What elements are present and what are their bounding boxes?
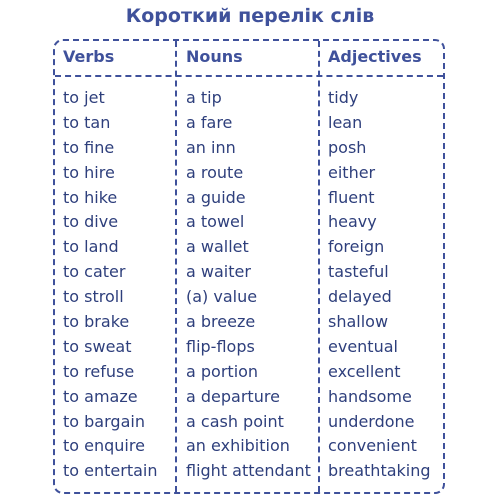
list-item: a towel	[186, 212, 245, 232]
list-item: a departure	[186, 386, 280, 406]
list-item: handsome	[328, 386, 412, 406]
list-item: to hike	[63, 187, 118, 207]
list-item: to sweat	[63, 336, 132, 356]
list-item: to stroll	[63, 287, 124, 307]
list-item: (a) value	[186, 287, 258, 307]
list-item: breathtaking	[328, 461, 431, 481]
header-divider	[55, 75, 443, 77]
list-item: to hire	[63, 162, 115, 182]
column-divider-2	[318, 41, 320, 492]
adjectives-list	[328, 86, 431, 484]
list-item: an inn	[186, 137, 236, 157]
list-item: a cash point	[186, 411, 284, 431]
list-item: a route	[186, 162, 244, 182]
list-item: to dive	[63, 212, 119, 232]
list-item: an exhibition	[186, 436, 290, 456]
list-item: tidy	[328, 88, 359, 107]
list-item: tasteful	[328, 262, 389, 282]
list-item: flip-flops	[186, 336, 255, 356]
list-item: shallow	[328, 312, 389, 332]
list-item: underdone	[328, 411, 415, 431]
list-item: delayed	[328, 287, 392, 307]
list-item: to land	[63, 237, 119, 257]
list-item: convenient	[328, 436, 417, 456]
list-item: flight attendant	[186, 461, 311, 481]
list-item: a portion	[186, 361, 259, 381]
list-item: excellent	[328, 361, 401, 381]
word-table	[53, 39, 445, 494]
list-item: to refuse	[63, 361, 135, 381]
list-item: to fine	[63, 137, 115, 157]
list-item: a wallet	[186, 237, 249, 257]
list-item: foreign	[328, 237, 385, 257]
list-item: to cater	[63, 262, 126, 282]
list-item: to bargain	[63, 411, 145, 431]
nouns-list	[186, 86, 311, 484]
adjectives-column	[328, 41, 443, 481]
list-item: to enquire	[63, 436, 145, 456]
nouns-column	[186, 41, 316, 481]
page-title: Короткий перелік слів	[125, 5, 375, 27]
list-item: to entertain	[63, 461, 158, 481]
verbs-header: Verbs	[63, 47, 115, 66]
list-item: a guide	[186, 187, 246, 207]
list-item: to amaze	[63, 386, 138, 406]
list-item: posh	[328, 137, 367, 157]
list-item: heavy	[328, 212, 377, 232]
nouns-header: Nouns	[186, 47, 243, 66]
column-divider-1	[175, 41, 177, 492]
list-item: a tip	[186, 88, 222, 107]
list-item: fluent	[328, 187, 375, 207]
verbs-list	[63, 86, 158, 484]
list-item: a waiter	[186, 262, 251, 282]
list-item: to brake	[63, 312, 130, 332]
adjectives-header: Adjectives	[328, 47, 422, 66]
list-item: eventual	[328, 336, 398, 356]
list-item: a fare	[186, 112, 233, 132]
list-item: to jet	[63, 88, 105, 107]
list-item: either	[328, 162, 376, 182]
list-item: lean	[328, 112, 363, 132]
list-item: to tan	[63, 112, 111, 132]
list-item: a breeze	[186, 312, 256, 332]
verbs-column	[63, 41, 173, 481]
